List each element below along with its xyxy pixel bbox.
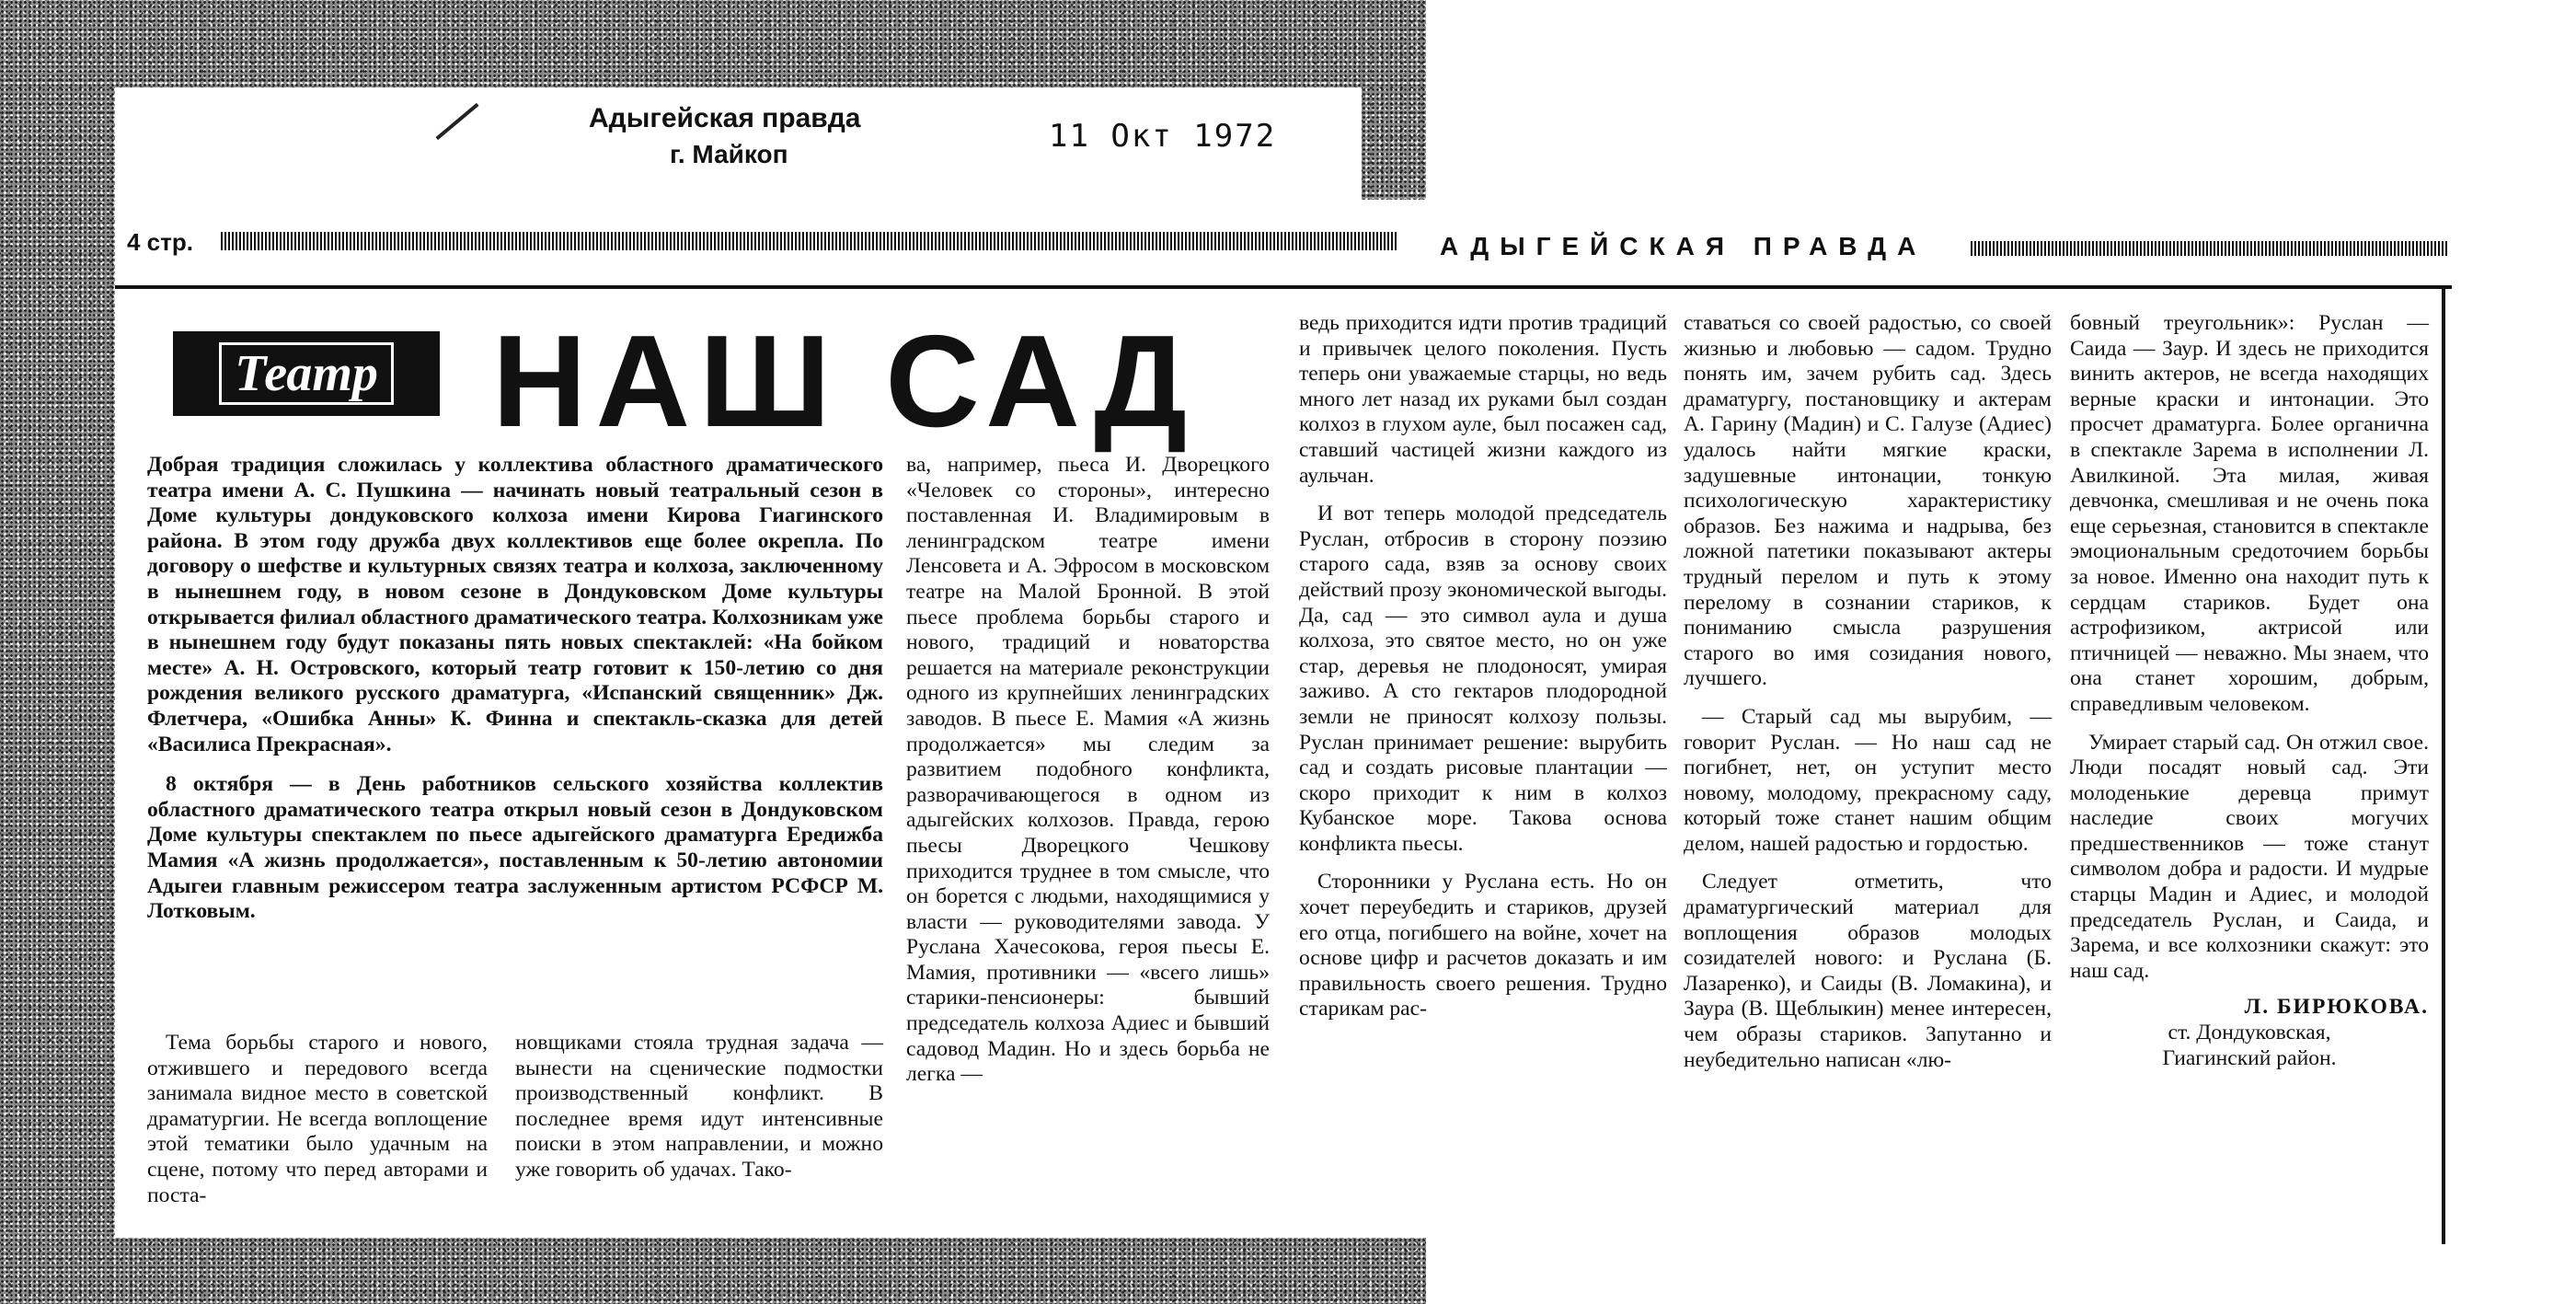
- paragraph: Тема борьбы старого и нового, отжившего и передового всегда занимала видное место в советской драматургии. Не всегда воплощение этой тематики было удачным на сцене, потому что перед авторами и поста-: [147, 1031, 488, 1207]
- article-column-4: [1299, 311, 1667, 1022]
- author-location-line: Гиагинский район.: [2162, 1045, 2337, 1070]
- header-rule: [115, 285, 2452, 289]
- article-column-1: [147, 1031, 488, 1208]
- paragraph: — Старый сад мы вырубим, — говорит Руслан. — Но наш сад не погибнет, нет, он уступит место новому, молодому, прекрасному саду, который тоже станет нашим общим делом, нашей радостью и гордостью.: [1684, 704, 2052, 856]
- paragraph: новщиками стояла трудная задача — вынести на сценические подмостки производственный конфликт. В последнее время идут интенсивные поиски в этом направлении, и можно уже говорить об удачах. Тако-: [515, 1031, 883, 1182]
- header-hatch-left: [221, 232, 1398, 250]
- headline: НАШ САД: [492, 308, 1197, 455]
- clipping-city: г. Майкоп: [670, 140, 788, 168]
- article-column-3: [906, 453, 1270, 1088]
- article-column-2: [515, 1031, 883, 1183]
- paragraph: ставаться со своей радостью, со своей жизнью и любовью — садом. Трудно понять им, зачем рубить сад. Здесь драматургу, постановщику и актерам А. Гарину (Мадин) и С. Галузе (Адиес) удалось найти мягкие краски, задушевные интонации, тонкую психологическую характеристику образов. Без нажима и надрыва, без ложной патетики показывают актеры трудный перелом и путь к этому перелому в сознании стариков, к пониманию смысла разрушения старого во имя созидания нового, лучшего.: [1684, 311, 2052, 691]
- rubric-badge: [173, 331, 440, 416]
- paragraph: Следует отметить, что драматургический материал для воплощения образов молодых созидателей нового: и Руслана (Б. Лазаренко), и Саиды (В. Ломакина), и Заура (В. Щеблыкин) менее интересен, чем образы стариков. Запутанно и неубедительно написан «лю-: [1684, 870, 2052, 1072]
- paragraph: ведь приходится идти против традиций и привычек целого поколения. Пусть теперь они уважаемые старцы, но ведь много лет назад их руками был создан колхоз в глухом ауле, был посажен сад, ставший частицей жизни каждого из аульчан.: [1299, 311, 1667, 488]
- page-right-rule: [2442, 287, 2445, 1244]
- lead-paragraph: 8 октября — в День работников сельского хозяйства коллектив областного драматического театра открыл новый сезон в Дондуковском Доме культуры спектаклем по пьесе адыгейского драматурга Ередижба Мамия «А жизнь продолжается», поставленным к 50-летию автономии Адыгеи главным режиссером театра заслуженным артистом РСФСР М. Лотковым.: [147, 772, 883, 924]
- header-hatch-right: [1971, 241, 2449, 256]
- paragraph: ва, например, пьеса И. Дворецкого «Человек со стороны», интересно поставленная И. Владимировым в ленинградском театре имени Ленсовета и А. Эфросом в московском театре на Малой Бронной. В этой пьесе проблема борьбы старого и нового, традиций и новаторства решается на материале реконструкции одного из крупнейших ленинградских заводов. В пьесе Е. Мамия «А жизнь продолжается» мы следим за развитием подобного конфликта, разворачивающегося в одном из адыгейских колхозов. Правда, герою пьесы Дворецкого Чешкову приходится труднее в том смысле, что он борется с людьми, находящимися у власти — руководителями завода. У Руслана Хачесокова, героя пьесы Е. Мамия, противники — «всего лишь» старики-пенсионеры: бывший председатель колхоза Адиес и бывший садовод Мадин. Но и здесь борьба не легка —: [906, 453, 1270, 1087]
- lead-paragraphs: [147, 453, 883, 925]
- clipping-date-stamp: 11 Окт 1972: [1049, 118, 1277, 155]
- scan-noise-left: [0, 0, 115, 1304]
- page-number: 4 стр.: [127, 228, 193, 256]
- article-column-6: [2070, 311, 2429, 1071]
- paragraph: Умирает старый сад. Он отжил свое. Люди посадят новый сад. Эти молоденькие деревца примут наследие своих могучих предшественников — тоже станут символом добра и радости. И мудрые старцы Мадин и Адиес, и молодой председатель Руслан, и Саида, и Зарема, и все колхозники скажут: это наш сад.: [2070, 730, 2429, 983]
- clipping-newspaper-name: Адыгейская правда: [589, 103, 861, 133]
- article-column-5: [1684, 311, 2052, 1073]
- author-signature: Л. БИРЮКОВА.: [2244, 995, 2429, 1020]
- paragraph: Сторонники у Руслана есть. Но он хочет переубедить и стариков, друзей его отца, погибшего на войне, хочет на основе цифр и расчетов доказать и им правильность своего решения. Трудно старикам рас-: [1299, 870, 1667, 1021]
- scan-noise-top: [0, 0, 1426, 87]
- header-newspaper-name: АДЫГЕЙСКАЯ ПРАВДА: [1440, 232, 1927, 260]
- author-location: [2070, 1021, 2429, 1071]
- paragraph: И вот теперь молодой председатель Руслан, отбросив в сторону поэзию старого сада, взяв за основу своих действий прозу экономической выгоды. Да, сад — это символ аула и душа колхоза, это святое место, но он уже стар, деревья не плодоносят, умирая заживо. А сто гектаров плодородной земли не приносят колхозу пользы. Руслан принимает решение: вырубить сад и создать рисовые плантации — скоро приходит к ним в колхоз Кубанское море. Такова основа конфликта пьесы.: [1299, 502, 1667, 856]
- scan-noise-bottom: [0, 1238, 1426, 1304]
- lead-paragraph: Добрая традиция сложилась у коллектива областного драматического театра имени А. С. Пушкина — начинать новый театральный сезон в Доме культуры дондуковского колхоза имени Кирова Гиагинского района. В этом году дружба двух коллективов еще более окрепла. По договору о шефстве и культурных связях театра и колхоза, заключенному в нынешнем году, в новом сезоне в Дондуковском Доме культуры открывается филиал областного драматического театра. Колхозникам уже в нынешнем году будут показаны пять новых спектаклей: «На бойком месте» А. Н. Островского, который театр готовит к 150-летию со дня рождения великого русского драматурга, «Испанский священник» Дж. Флетчера, «Ошибка Анны» К. Финна и спектакль-сказка для детей «Василиса Прекрасная».: [147, 453, 883, 756]
- paragraph: бовный треугольник»: Руслан — Саида — Заур. И здесь не приходится винить актеров, не всегда находящих верные краски и интонации. Это просчет драматурга. Более органична в спектакле Зарема в исполнении Л. Авилкиной. Эта милая, живая девчонка, смешливая и не очень пока еще серьезная, становится в спектакле эмоциональным средоточием борьбы за новое. Именно она находит путь к сердцам стариков. Будет она астрофизиком, актрисой или птичницей — неважно. Мы знаем, что она станет хорошим, добрым, справедливым человеком.: [2070, 311, 2429, 716]
- author-location-line: ст. Дондуковская,: [2168, 1021, 2331, 1045]
- rubric-label: Театр: [219, 342, 394, 405]
